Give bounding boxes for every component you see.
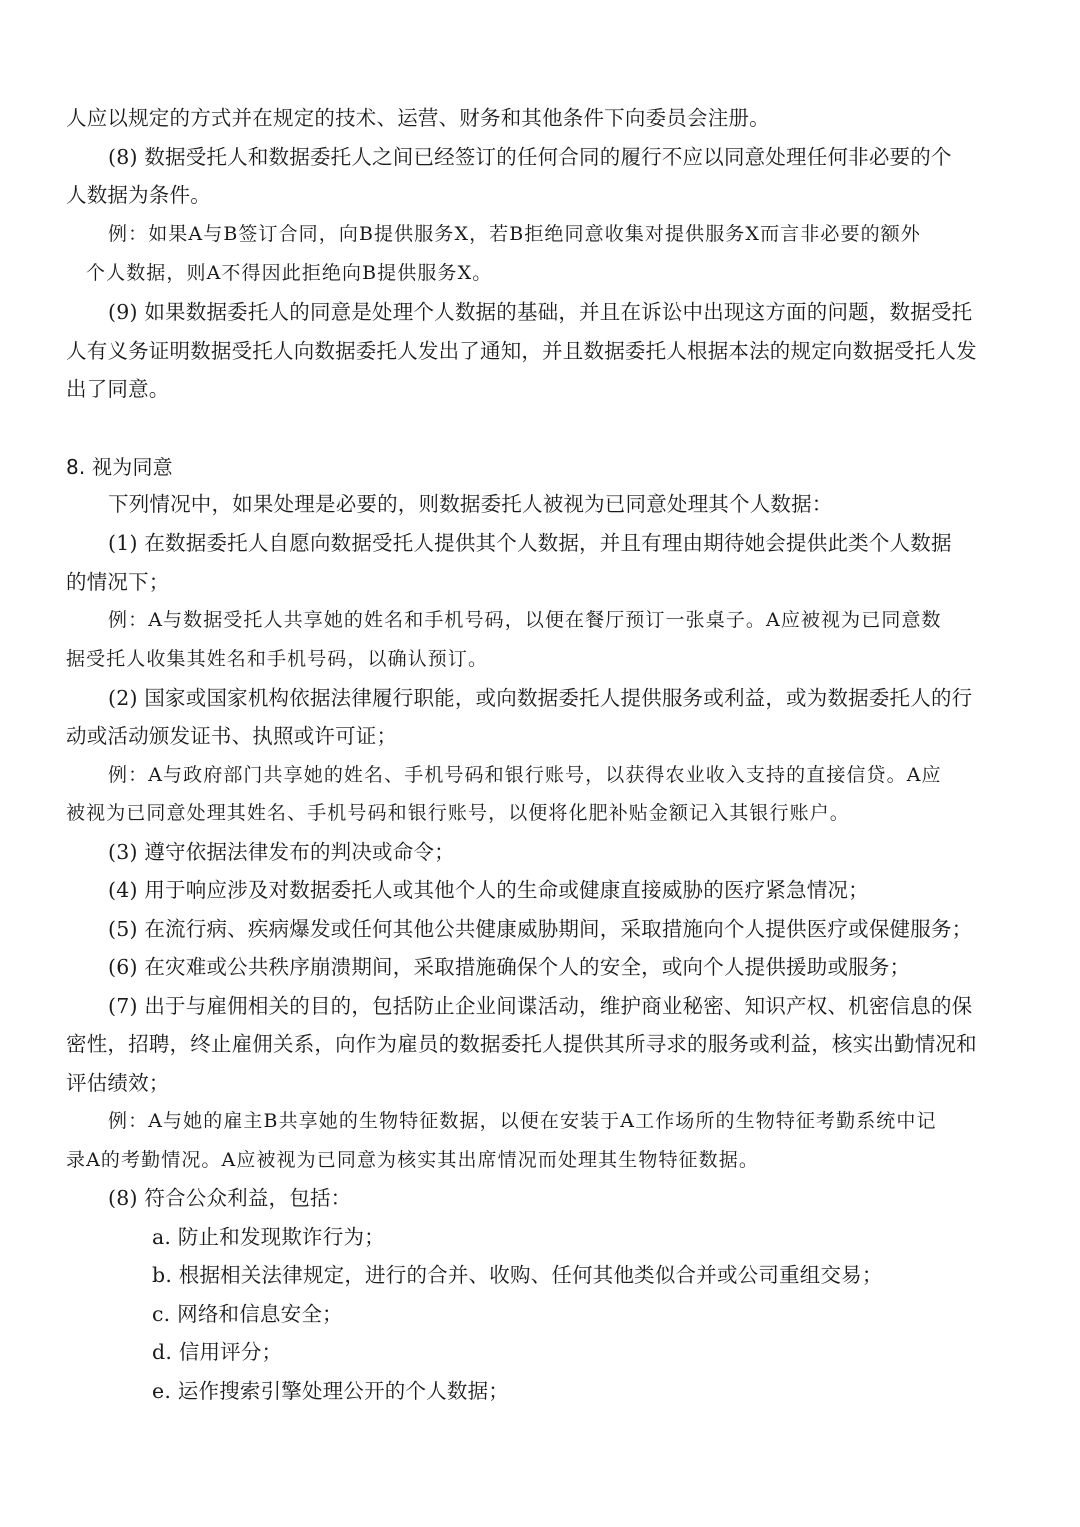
clause-8-line: 人数据为条件。 <box>66 183 211 207</box>
sub-item: b. 根据相关法律规定，进行的合并、收购、任何其他类似合并或公司重组交易； <box>152 1263 883 1287</box>
clause-9-line: (9) 如果数据委托人的同意是处理个人数据的基础，并且在诉讼中出现这方面的问题，数据受托 <box>108 300 973 324</box>
item-5-line: (5) 在流行病、疾病爆发或任何其他公共健康威胁期间，采取措施向个人提供医疗或保健服务； <box>108 917 973 941</box>
item-4-line: (4) 用于响应涉及对数据委托人或其他个人的生命或健康直接威胁的医疗紧急情况； <box>108 878 869 902</box>
item-6-line: (6) 在灾难或公共秩序崩溃期间，采取措施确保个人的安全，或向个人提供援助或服务； <box>108 955 911 979</box>
example-line: 例：如果A与B签订合同，向B提供服务X，若B拒绝同意收集对提供服务X而言非必要的额外 <box>108 223 921 245</box>
example-line: 录A的考勤情况。A应被视为已同意为核实其出席情况而处理其生物特征数据。 <box>66 1149 759 1171</box>
item-2-line: (2) 国家或国家机构依据法律履行职能，或向数据委托人提供服务或利益，或为数据委托人的行 <box>108 686 973 710</box>
item-7-line: (7) 出于与雇佣相关的目的，包括防止企业间谍活动，维护商业秘密、知识产权、机密信息的保 <box>108 994 973 1018</box>
section-intro: 下列情况中，如果处理是必要的，则数据委托人被视为已同意处理其个人数据： <box>108 492 833 516</box>
item-1-line: 的情况下； <box>66 570 170 594</box>
example-line: 例：A与数据受托人共享她的姓名和手机号码，以便在餐厅预订一张桌子。A应被视为已同意数 <box>108 609 942 631</box>
example-line: 据受托人收集其姓名和手机号码，以确认预订。 <box>66 648 489 670</box>
item-1-line: (1) 在数据委托人自愿向数据受托人提供其个人数据，并且有理由期待她会提供此类个人数据 <box>108 531 952 555</box>
item-7-line: 评估绩效； <box>66 1071 170 1095</box>
item-3-line: (3) 遵守依据法律发布的判决或命令； <box>108 840 455 864</box>
sub-item: a. 防止和发现欺诈行为； <box>152 1225 385 1249</box>
item-8-line: (8) 符合公众利益，包括： <box>108 1186 352 1210</box>
section-heading: 8. 视为同意 <box>66 455 173 479</box>
clause-9-line: 出了同意。 <box>66 377 170 401</box>
example-line: 例：A与她的雇主B共享她的生物特征数据，以便在安装于A工作场所的生物特征考勤系统中记 <box>108 1110 937 1132</box>
example-line: 例：A与政府部门共享她的姓名、手机号码和银行账号，以获得农业收入支持的直接信贷。A应 <box>108 764 942 786</box>
item-7-line: 密性，招聘，终止雇佣关系，向作为雇员的数据委托人提供其所寻求的服务或利益，核实出勤情况和 <box>66 1032 977 1056</box>
item-2-line: 动或活动颁发证书、执照或许可证； <box>66 724 398 748</box>
clause-9-line: 人有义务证明数据受托人向数据委托人发出了通知，并且数据委托人根据本法的规定向数据受托人发 <box>66 339 977 363</box>
clause-8-line: (8) 数据受托人和数据委托人之间已经签订的任何合同的履行不应以同意处理任何非必要的个 <box>108 145 952 169</box>
sub-item: c. 网络和信息安全； <box>152 1302 343 1326</box>
sub-item: d. 信用评分； <box>152 1340 283 1364</box>
continuation-text: 人应以规定的方式并在规定的技术、运营、财务和其他条件下向委员会注册。 <box>66 106 770 130</box>
sub-item: e. 运作搜索引擎处理公开的个人数据； <box>152 1379 509 1403</box>
example-line: 被视为已同意处理其姓名、手机号码和银行账号，以便将化肥补贴金额记入其银行账户。 <box>66 802 850 824</box>
example-line: 个人数据，则A不得因此拒绝向B提供服务X。 <box>86 262 493 284</box>
